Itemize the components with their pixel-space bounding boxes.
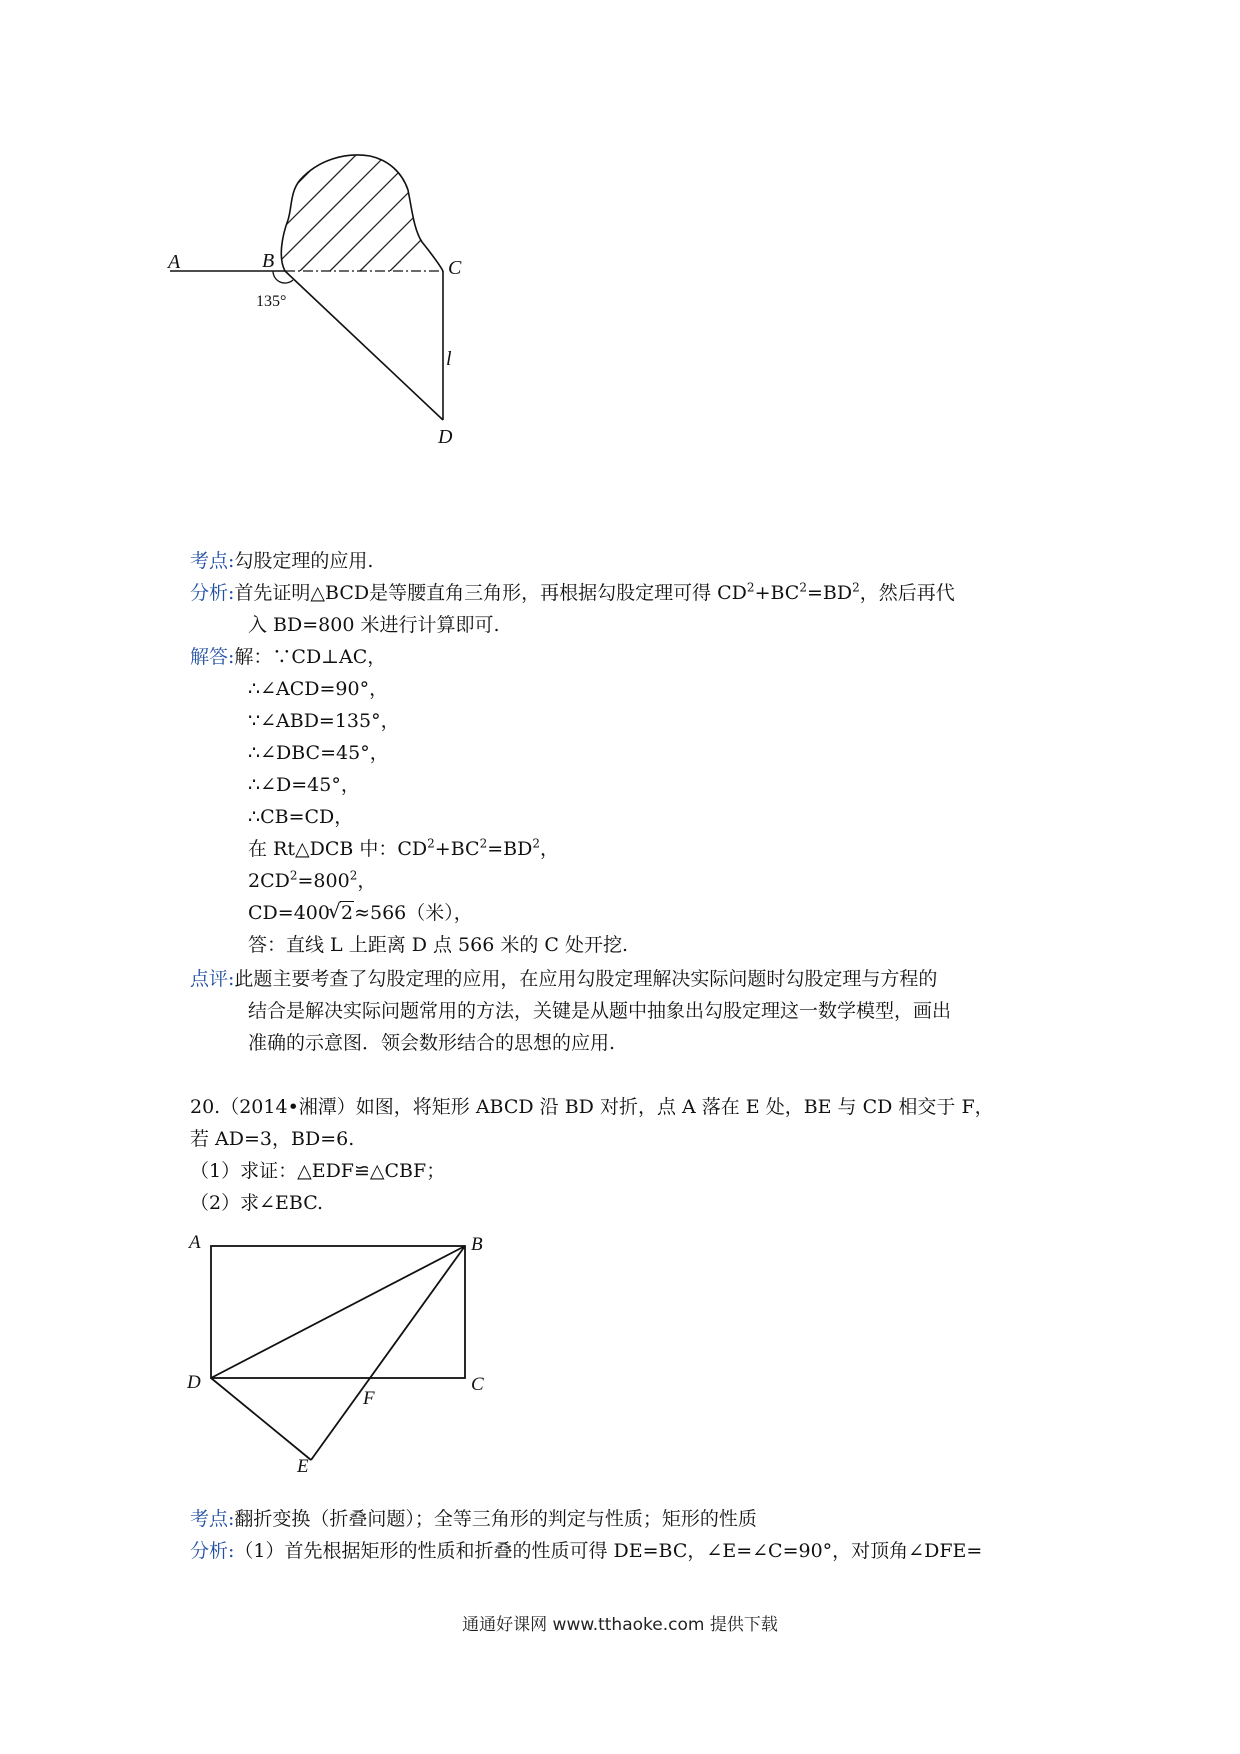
label-angle-135: 135°	[256, 293, 287, 310]
hatched-region	[210, 151, 510, 271]
q20-fenxi	[190, 1538, 982, 1564]
step-line: ∵∠ABD=135°，	[248, 710, 400, 732]
line-bd	[285, 271, 443, 420]
cd2-text-a: 2CD	[248, 870, 290, 892]
sup: 2	[479, 836, 488, 851]
dianping-line: 准确的示意图．领会数形结合的思想的应用.	[248, 1032, 616, 1054]
answer-line: 答：直线 L 上距离 D 点 566 米的 C 处开挖.	[248, 934, 629, 956]
sup: 2	[349, 868, 358, 883]
kaodian-text: 翻折变换（折叠问题）；全等三角形的判定与性质；矩形的性质	[234, 1508, 757, 1530]
label-d: D	[438, 426, 453, 448]
q19-fenxi-line1	[190, 580, 955, 606]
step-text: 解：∵CD⊥AC，	[234, 646, 387, 668]
label-c: C	[471, 1374, 484, 1395]
fenxi-text: （1）首先根据矩形的性质和折叠的性质可得 DE=BC，∠E=∠C=90°，对顶角∠DFE=	[234, 1540, 983, 1562]
step-line: ∴∠D=45°，	[248, 774, 360, 796]
step-line: ∴∠DBC=45°，	[248, 742, 389, 764]
rt-text-a: 在 Rt△DCB 中：CD	[248, 838, 428, 860]
label-b: B	[262, 250, 275, 272]
fenxi-text-1d: ，然后再代	[859, 582, 955, 604]
irregular-outline	[281, 155, 443, 271]
dianping-tag: 点评:	[190, 968, 235, 990]
dianping-line: 结合是解决实际问题常用的方法，关键是从题中抽象出勾股定理这一数学模型，画出	[248, 1000, 952, 1022]
figure-1-diagram	[160, 150, 520, 500]
rt-text-b: +BC	[434, 838, 480, 860]
q20-line1: 20.（2014•湘潭）如图，将矩形 ABCD 沿 BD 对折，点 A 落在 E 处，BE 与 CD 相交于 F，	[190, 1096, 994, 1118]
sup: 2	[852, 580, 860, 595]
line-be	[311, 1246, 465, 1460]
sup: 2	[799, 580, 807, 595]
page-footer: 通通好课网 www.tthaoke.com 提供下载	[462, 1615, 778, 1635]
fenxi-tag: 分析:	[190, 1540, 235, 1562]
label-d: D	[187, 1372, 201, 1393]
label-a: A	[189, 1232, 201, 1253]
q19-dianping-line1	[190, 966, 937, 992]
step-line-2cd	[248, 868, 376, 894]
label-f: F	[363, 1388, 375, 1409]
cd2-text-b: =800	[297, 870, 350, 892]
step-line-rt	[248, 836, 559, 862]
cd-text-a: CD=400	[248, 902, 330, 924]
kaodian-tag: 考点:	[190, 1508, 235, 1530]
angle-arc	[273, 271, 293, 283]
step-line-cd	[248, 900, 473, 926]
kaodian-text: 勾股定理的应用.	[234, 550, 374, 572]
label-c: C	[448, 257, 462, 279]
sqrt-radicand: 2	[340, 902, 354, 924]
q20-kaodian	[190, 1506, 757, 1532]
q20-part1: （1）求证：△EDF≌△CBF；	[190, 1160, 446, 1182]
step-line: ∴∠ACD=90°，	[248, 678, 389, 700]
fenxi-tag: 分析:	[190, 582, 235, 604]
label-a: A	[168, 251, 181, 273]
q19-fenxi-line2: 入 BD=800 米进行计算即可.	[248, 614, 500, 636]
label-b: B	[471, 1234, 483, 1255]
sup: 2	[289, 868, 298, 883]
sqrt-symbol	[330, 900, 354, 926]
rt-text-d: ，	[539, 838, 559, 860]
label-l: l	[446, 348, 452, 370]
label-e: E	[297, 1456, 309, 1472]
figure-2-diagram	[185, 1232, 495, 1472]
line-de	[211, 1378, 311, 1460]
cd-text-b: ≈566（米），	[354, 902, 473, 924]
diagonal-bd	[211, 1246, 465, 1378]
q20-part2: （2）求∠EBC.	[190, 1192, 324, 1214]
rt-text-c: =BD	[487, 838, 533, 860]
q19-kaodian	[190, 548, 373, 574]
fenxi-text-1b: +BC	[754, 582, 800, 604]
fenxi-text-1: 首先证明△BCD是等腰直角三角形，再根据勾股定理可得 CD	[234, 582, 747, 604]
cd2-text-c: ，	[357, 870, 377, 892]
sup: 2	[427, 836, 435, 851]
sup: 2	[532, 836, 540, 851]
sup: 2	[746, 580, 755, 595]
kaodian-tag: 考点:	[190, 550, 235, 572]
jieda-tag: 解答:	[190, 646, 235, 668]
q19-jieda-line1	[190, 644, 386, 670]
q20-line2: 若 AD=3，BD=6.	[190, 1128, 355, 1150]
dianping-text: 此题主要考查了勾股定理的应用，在应用勾股定理解决实际问题时勾股定理与方程的	[234, 968, 938, 990]
step-line: ∴CB=CD，	[248, 806, 354, 828]
fenxi-text-1c: =BD	[806, 582, 853, 604]
